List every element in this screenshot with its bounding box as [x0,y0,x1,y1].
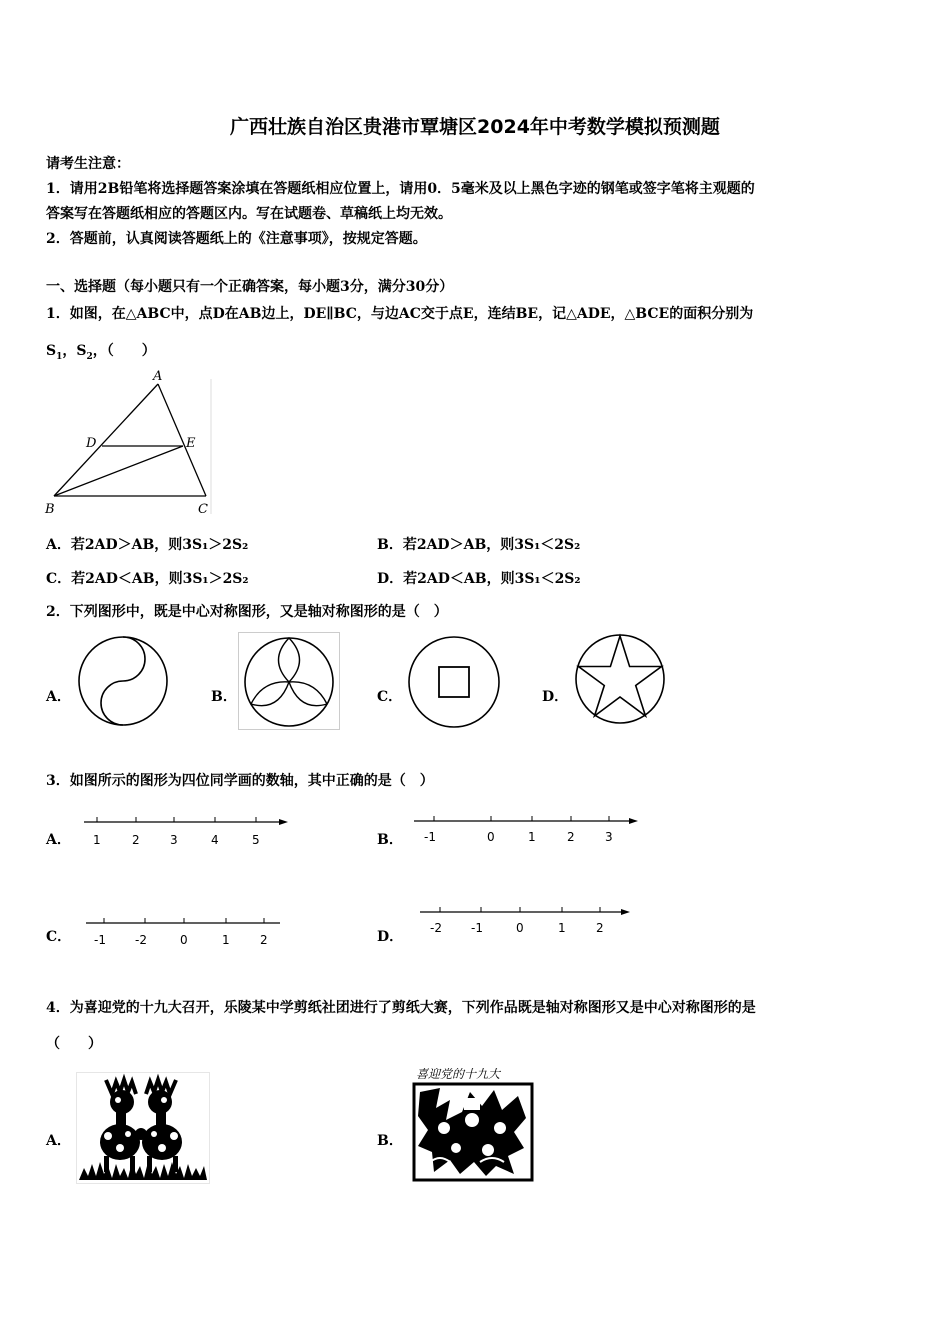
notice-heading: 请考生注意： [46,156,130,172]
q3-number-line-b[interactable] [412,811,644,851]
tick-label: -2 [135,933,147,947]
tick-label: 3 [170,833,178,847]
q4-stem: 4．为喜迎党的十九大召开，乐陵某中学剪纸社团进行了剪纸大赛，下列作品既是轴对称图形又是中心对称图形的是 [46,1000,756,1016]
q3-option-d-label[interactable]: D． [377,929,404,945]
tick-label: -1 [471,921,483,935]
page-title: 广西壮族自治区贵港市覃塘区2024年中考数学模拟预测题 [230,116,720,138]
q2-option-b-label[interactable]: B． [211,689,237,705]
tick-label: 4 [211,833,219,847]
tick-label: 1 [528,830,536,844]
tick-label: 2 [567,830,575,844]
q1-option-c[interactable]: C．若2AD＜AB，则3S₁＞2S₂ [46,571,249,587]
q4-party-papercut-image[interactable] [410,1062,536,1184]
q4-stem-2: （ ） [46,1036,102,1052]
tick-label: 1 [222,933,230,947]
q1-sub-2: 2 [86,351,93,362]
tick-label: 0 [487,830,495,844]
q4-option-a-label[interactable]: A． [46,1133,71,1149]
q3-number-line-c[interactable] [84,913,294,953]
q1-end: ，（ ） [92,343,156,359]
label-B: B [45,502,55,517]
q3-number-line-a[interactable] [84,812,294,852]
tick-label: 0 [180,933,188,947]
q3-stem: 3．如图所示的图形为四位同学画的数轴，其中正确的是（ ） [46,773,434,789]
q2-star-in-circle-figure[interactable] [573,632,669,728]
label-C: C [198,502,208,517]
tick-label: 1 [93,833,101,847]
q2-yin-yang-figure[interactable] [76,634,172,730]
q1-mid: ，S [62,343,87,359]
section-heading: 一、选择题（每小题只有一个正确答案，每小题3分，满分30分） [46,279,454,295]
q3-number-line-d[interactable] [418,902,640,942]
tick-label: 2 [596,921,604,935]
notice-line-1a: 1．请用2B铅笔将选择题答案涂填在答题纸相应位置上，请用0．5毫米及以上黑色字迹的钢笔或签字笔将主观题的 [46,181,755,197]
tick-label: -1 [94,933,106,947]
q2-option-c-label[interactable]: C． [377,689,403,705]
tick-label: -2 [430,921,442,935]
q2-square-in-circle-figure[interactable] [404,634,506,730]
q1-stem-2 [46,340,156,362]
tick-label: 1 [558,921,566,935]
q1-triangle-figure [40,365,220,520]
q4-option-b-label[interactable]: B． [377,1133,403,1149]
q3-option-c-label[interactable]: C． [46,929,72,945]
label-A: A [153,369,163,384]
tick-label: 3 [605,830,613,844]
q2-option-d-label[interactable]: D． [542,689,569,705]
q2-three-petal-figure[interactable] [238,632,340,730]
q3-option-b-label[interactable]: B． [377,832,403,848]
papercut-caption: 喜迎党的十九大 [416,1067,501,1081]
q1-stem: 1．如图，在△ABC中，点D在AB边上，DE∥BC，与边AC交于点E，连结BE，记△ADE，△BCE的面积分别为 [46,306,754,322]
tick-label: 2 [132,833,140,847]
notice-line-1b: 答案写在答题纸相应的答题区内。写在试题卷、草稿纸上均无效。 [46,206,452,222]
q2-option-a-label[interactable]: A． [46,689,71,705]
q4-deer-papercut-image[interactable] [76,1072,210,1184]
q1-option-b[interactable]: B．若2AD＞AB，则3S₁＜2S₂ [377,537,581,553]
q1-option-d[interactable]: D．若2AD＜AB，则3S₁＜2S₂ [377,571,581,587]
label-E: E [186,436,196,451]
q2-stem: 2．下列图形中，既是中心对称图形，又是轴对称图形的是（ ） [46,604,448,620]
notice-line-2: 2．答题前，认真阅读答题纸上的《注意事项》，按规定答题。 [46,231,427,247]
q1-option-a[interactable]: A．若2AD＞AB，则3S₁＞2S₂ [46,537,249,553]
tick-label: 0 [516,921,524,935]
label-D: D [86,436,97,451]
q1-s: S [46,343,57,359]
tick-label: -1 [424,830,436,844]
tick-label: 5 [252,833,260,847]
q1-sub-1: 1 [56,351,63,362]
q3-option-a-label[interactable]: A． [46,832,71,848]
tick-label: 2 [260,933,268,947]
